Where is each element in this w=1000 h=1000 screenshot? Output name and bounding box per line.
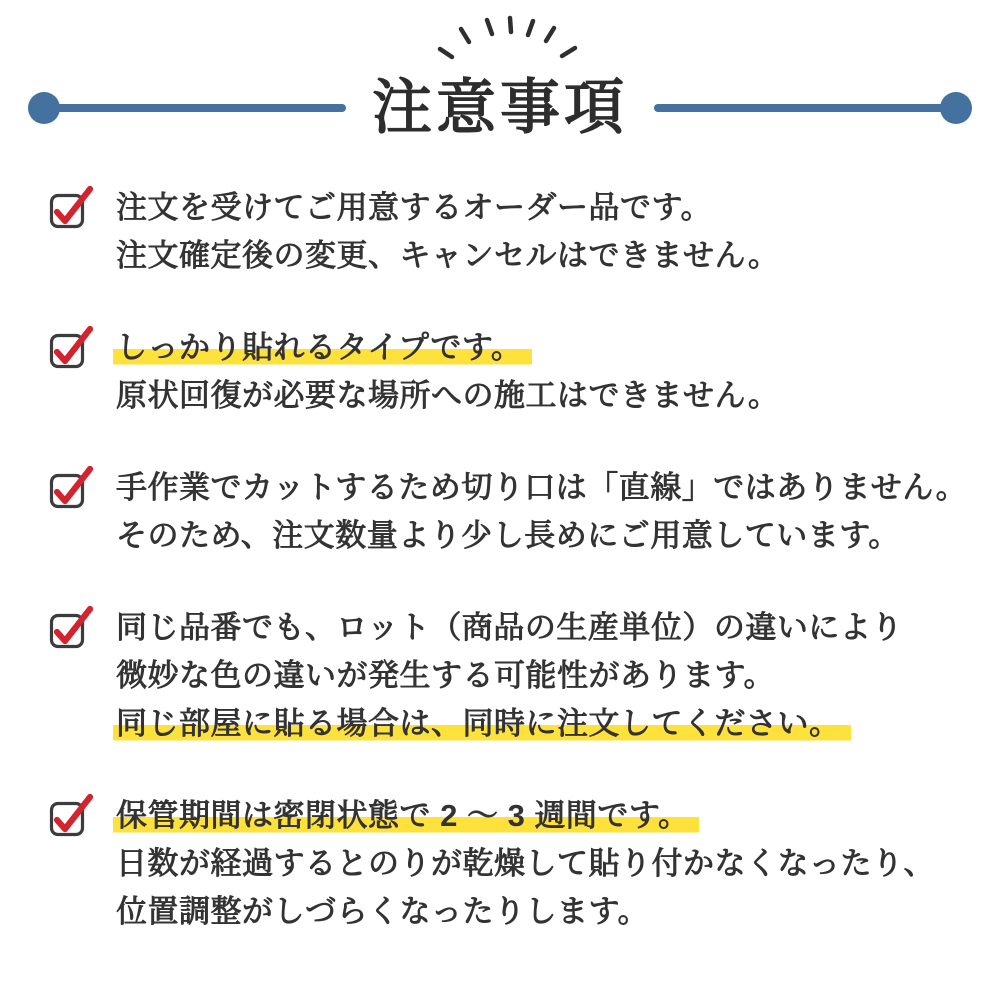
- notice-line: そのため、注文数量より少し長めにご用意しています。: [116, 518, 900, 553]
- checked-checkbox-icon: [48, 793, 94, 839]
- burst-rays-icon: [433, 14, 583, 66]
- notice-item-2: [48, 324, 980, 420]
- checked-checkbox-icon: [48, 325, 94, 371]
- notice-item-4: [48, 604, 980, 748]
- notice-line: 注文を受けてご用意するオーダー品です。: [116, 190, 713, 225]
- notice-line: 注文確定後の変更、キャンセルはできません。: [116, 238, 780, 273]
- notice-line: 手作業でカットするため切り口は「直線」ではありません。: [116, 470, 968, 505]
- notice-line: 微妙な色の違いが発生する可能性があります。: [116, 658, 776, 693]
- notice-item-1: [48, 184, 980, 280]
- title-row: [0, 72, 1000, 144]
- notice-header: [0, 0, 1000, 144]
- checked-checkbox-icon: [48, 605, 94, 651]
- page-title: 注意事項: [372, 74, 628, 141]
- notice-item-3: [48, 464, 980, 560]
- notice-item-text: [116, 184, 779, 280]
- rule-bar-left: [50, 104, 346, 112]
- notice-line-highlighted: 同じ部屋に貼る場合は、同時に注文してください。: [113, 706, 851, 741]
- title-rule-left: [28, 92, 346, 124]
- notice-item-text: [116, 792, 935, 936]
- notice-line-highlighted: しっかり貼れるタイプです。: [113, 330, 532, 365]
- notice-item-text: [116, 604, 903, 748]
- checked-checkbox-icon: [48, 185, 94, 231]
- notice-item-5: [48, 792, 980, 936]
- title-rule-right: [654, 92, 972, 124]
- notice-line: 位置調整がしづらくなったりします。: [116, 894, 650, 929]
- notice-line: 日数が経過するとのりが乾燥して貼り付かなくなったり、: [116, 846, 935, 881]
- rule-dot-right-icon: [940, 92, 972, 124]
- checked-checkbox-icon: [48, 465, 94, 511]
- notice-item-text: [116, 324, 779, 420]
- notice-line-highlighted: 保管期間は密閉状態で 2 〜 3 週間です。: [113, 798, 699, 833]
- notice-list: [0, 144, 1000, 936]
- notice-item-text: [116, 464, 967, 560]
- notice-line: 同じ品番でも、ロット（商品の生産単位）の違いにより: [116, 610, 903, 645]
- rule-bar-right: [654, 104, 950, 112]
- notice-line: 原状回復が必要な場所への施工はできません。: [116, 378, 780, 413]
